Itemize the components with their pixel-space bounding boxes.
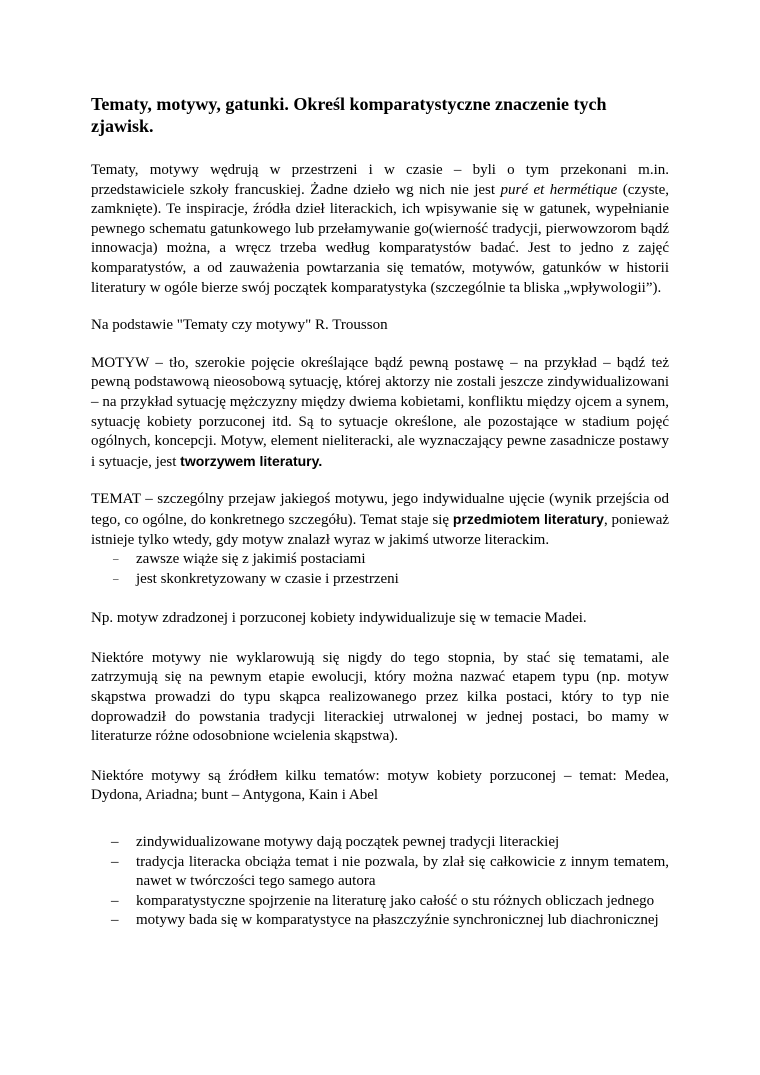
source-note: Na podstawie "Tematy czy motywy" R. Trousson bbox=[91, 317, 388, 334]
list-item-text: komparatystyczne spojrzenie na literaturę jako całość o stu różnych obliczach jednego bbox=[136, 892, 655, 909]
summary-list bbox=[91, 833, 669, 931]
dash-bullet: – bbox=[113, 572, 119, 585]
intro-paragraph bbox=[91, 161, 669, 298]
list-item bbox=[91, 892, 669, 912]
motyw-text: MOTYW – tło, szerokie pojęcie określające bądź pewną postawę – na przykład – bądź też pewną podstawową nieosobową sytuację, której aktorzy nie zostali jeszcze zindywidualizowani – na przykład sytuację mężczyzny między dwiema kobietami, konfliktu między ojcem a synem, sytuację kobiety porzuconej itd. Są to sytuacje określone, ale pozostające w stadium pojęć ogólnych, koncepcji. Motyw, element nieliteracki, ale wyznaczający pewne zasadnicze postawy i sytuacje, jest bbox=[91, 354, 669, 470]
dash-bullet: – bbox=[111, 853, 119, 870]
zrodlo-paragraph: Niektóre motywy są źródłem kilku tematów: motyw kobiety porzuconej – temat: Medea, Dydona, Ariadna; bunt – Antygona, Kain i Abel bbox=[91, 767, 669, 804]
list-item bbox=[91, 853, 669, 892]
dash-bullet: – bbox=[111, 892, 119, 909]
list-item bbox=[91, 833, 669, 853]
temat-features-list bbox=[91, 550, 669, 589]
motyw-bold-term: tworzywem literatury. bbox=[180, 452, 323, 469]
intro-text-a: Tematy, motywy wędrują w przestrzeni i w czasie – byli o tym przekonani m.in. przedstawiciele szkoły francuskiej. Żadne dzieło wg nich nie jest bbox=[91, 162, 669, 198]
list-item-text: jest skonkretyzowany w czasie i przestrzeni bbox=[136, 570, 399, 587]
list-item-text: zawsze wiąże się z jakimiś postaciami bbox=[136, 551, 366, 568]
intro-italic-term: puré et hermétique bbox=[500, 181, 618, 198]
temat-definition bbox=[91, 490, 669, 550]
list-item-text: zindywidualizowane motywy dają początek pewnej tradycji literackiej bbox=[136, 834, 560, 851]
list-item bbox=[91, 911, 669, 931]
list-item-text: motywy bada się w komparatystyce na płaszczyźnie synchronicznej lub diachronicznej bbox=[136, 912, 659, 929]
document-content bbox=[91, 93, 669, 931]
typ-paragraph: Niektóre motywy nie wyklarowują się nigdy do tego stopnia, by stać się tematami, ale zatrzymują się na pewnym etapie ewolucji, który można nazwać etapem typu (np. motyw skąpstwa prowadzi do typu skąpca realizowanego przez kilka postaci, który to typ nie doprowadził do powstania tradycji literackiej utrwalonej w jednej postaci, bo mamy w literaturze różne odosobnione wcielenia skąpstwa). bbox=[91, 649, 669, 745]
dash-bullet: – bbox=[111, 912, 119, 929]
intro-text-b: (czyste, zamknięte). Te inspiracje, źródła dzieł literackich, ich wpisywanie się w gatunek, wypełnianie pewnego schematu gatunkowego lub przełamywanie go(wierność tradycji, pierwowzorom bądź innowacja) można, a wręcz trzeba według komparatystów badać. Jest to jedno z zajęć komparatystów, a od zauważenia powtarzania się tematów, motywów, gatunków w historii literatury w ogóle bierze swój początek komparatystyka (szczególnie ta bliska „wpływologii”). bbox=[91, 181, 669, 296]
temat-text-b: , ponieważ istnieje tylko wtedy, gdy motyw znalazł wyraz w jakimś utworze literackim. bbox=[91, 511, 670, 548]
temat-bold-term: przedmiotem literatury bbox=[452, 510, 604, 527]
list-item bbox=[91, 570, 669, 590]
example-paragraph: Np. motyw zdradzonej i porzuconej kobiety indywidualizuje się w temacie Madei. bbox=[91, 610, 587, 627]
list-item bbox=[91, 550, 669, 570]
temat-text-a: TEMAT – szczególny przejaw jakiegoś motywu, jego indywidualne ujęcie (wynik przejścia od tego, co ogólne, do konkretnego szczegółu). Temat staje się bbox=[91, 491, 669, 528]
dash-bullet: – bbox=[111, 834, 119, 851]
dash-bullet: – bbox=[113, 553, 119, 566]
motyw-definition bbox=[91, 354, 669, 473]
list-item-text: tradycja literacka obciąża temat i nie pozwala, by zlał się całkowicie z innym tematem, nawet w twórczości tego samego autora bbox=[136, 853, 669, 890]
document-title: Tematy, motywy, gatunki. Określ komparatystyczne znaczenie tych zjawisk. bbox=[91, 94, 607, 136]
